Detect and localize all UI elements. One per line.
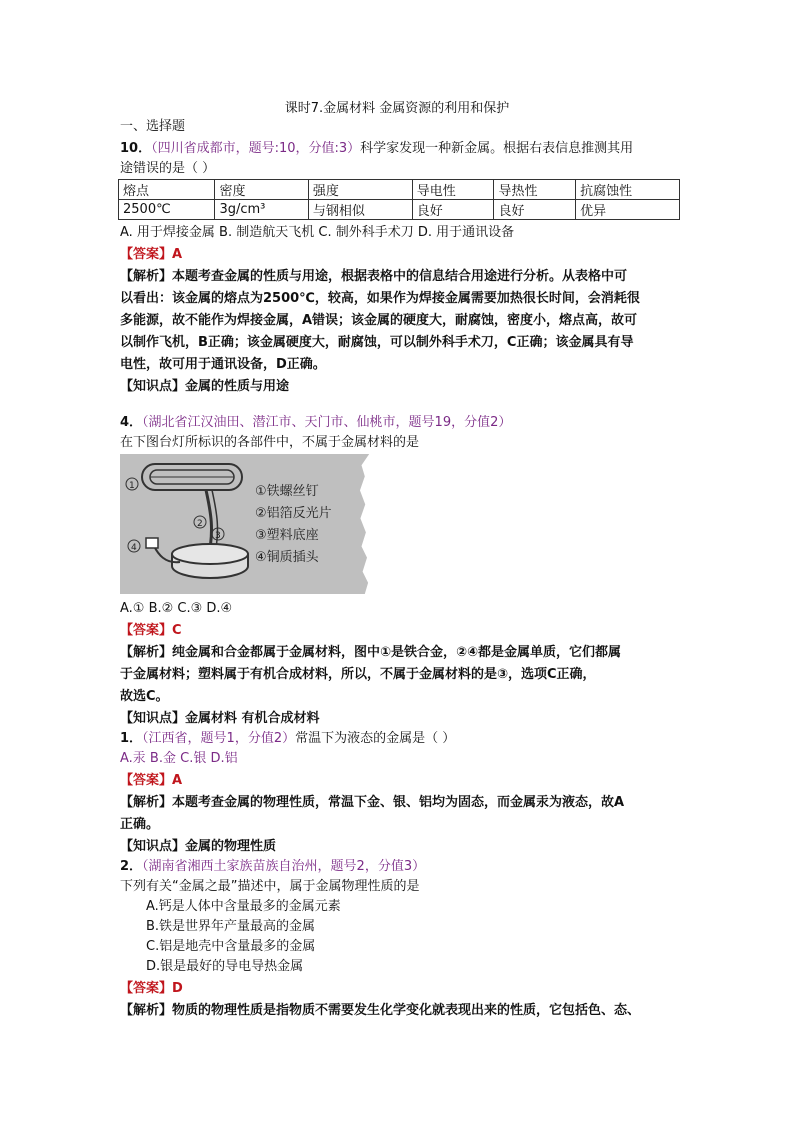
q1-analysis-line: 多能源，故不能作为焊接金属，A错误；该金属的硬度大，耐腐蚀，密度小，熔点高，故可 bbox=[120, 313, 638, 328]
q4-source: （湖南省湘西土家族苗族自治州，题号2，分值3） bbox=[142, 859, 426, 874]
q4-analysis-line: 【解析】物质的物理性质是指物质不需要发生化学变化就表现出来的性质，它包括色、态、 bbox=[120, 1003, 641, 1018]
q4-stem: 下列有关“金属之最”描述中，属于金属物理性质的是 bbox=[120, 879, 420, 894]
q3-stem-line bbox=[120, 730, 455, 748]
legend-item: ③塑料底座 bbox=[255, 528, 319, 543]
q1-knowledge: 【知识点】金属的性质与用途 bbox=[120, 379, 290, 394]
q4-option: B.铁是世界年产量最高的金属 bbox=[146, 919, 316, 934]
table-cell: 3g/cm³ bbox=[215, 200, 308, 220]
q3-analysis-line: 正确。 bbox=[120, 817, 160, 832]
q2-analysis-line: 故选C。 bbox=[120, 689, 169, 704]
q3-knowledge: 【知识点】金属的物理性质 bbox=[120, 839, 277, 854]
q4-option: A.钙是人体中含量最多的金属元素 bbox=[146, 899, 341, 914]
table-cell: 优异 bbox=[576, 200, 680, 220]
q2-number: 4． bbox=[120, 415, 143, 430]
q2-source-line bbox=[120, 414, 511, 432]
table-cell: 与钢相似 bbox=[308, 200, 412, 220]
q4-source-line bbox=[120, 858, 425, 876]
q2-answer: 【答案】C bbox=[120, 623, 182, 638]
q1-analysis-line: 以制作飞机，B正确；该金属硬度大，耐腐蚀，可以制外科手术刀，C正确；该金属具有导 bbox=[120, 335, 634, 350]
figure-legend bbox=[255, 481, 332, 569]
q2-knowledge: 【知识点】金属材料 有机合成材料 bbox=[120, 711, 320, 726]
q1-stem-line1 bbox=[120, 140, 633, 158]
table-header-cell: 强度 bbox=[308, 180, 412, 200]
q1-stem-a: 科学家发现一种新金属。根据右表信息推测其用 bbox=[360, 141, 634, 156]
q3-stem: 常温下为液态的金属是（ ） bbox=[295, 731, 456, 746]
svg-text:3: 3 bbox=[215, 531, 221, 541]
q2-stem: 在下图台灯所标识的各部件中，不属于金属材料的是 bbox=[120, 435, 420, 450]
table-header-cell: 抗腐蚀性 bbox=[576, 180, 680, 200]
properties-table bbox=[118, 179, 680, 220]
q2-options: A.① B.② C.③ D.④ bbox=[120, 601, 233, 616]
page-title: 课时7.金属材料 金属资源的利用和保护 bbox=[284, 101, 510, 116]
legend-item: ④铜质插头 bbox=[255, 550, 319, 565]
q2-analysis-line: 【解析】纯金属和合金都属于金属材料，图中①是铁合金，②④都是金属单质，它们都属 bbox=[120, 645, 622, 660]
q1-source: （四川省成都市，题号:10，分值:3） bbox=[151, 141, 361, 156]
q4-number: 2． bbox=[120, 859, 143, 874]
q4-answer: 【答案】D bbox=[120, 981, 183, 996]
q1-analysis-line: 【解析】本题考查金属的性质与用途，根据表格中的信息结合用途进行分析。从表格中可 bbox=[120, 269, 628, 284]
legend-item: ②铝箔反光片 bbox=[255, 506, 332, 521]
q4-option: C.铝是地壳中含量最多的金属 bbox=[146, 939, 316, 954]
table-row bbox=[119, 180, 680, 200]
table-cell: 良好 bbox=[412, 200, 494, 220]
q3-analysis-line: 【解析】本题考查金属的物理性质，常温下金、银、铝均为固态，而金属汞为液态，故A bbox=[120, 795, 625, 810]
q1-analysis-line: 以看出：该金属的熔点为2500℃，较高，如果作为焊接金属需要加热很长时间，会消耗很 bbox=[120, 291, 640, 306]
table-cell: 良好 bbox=[494, 200, 576, 220]
desk-lamp-figure bbox=[120, 454, 378, 594]
q3-answer: 【答案】A bbox=[120, 773, 183, 788]
q2-source: （湖北省江汉油田、潜江市、天门市、仙桃市，题号19，分值2） bbox=[142, 415, 512, 430]
q1-answer: 【答案】A bbox=[120, 247, 183, 262]
q3-options: A.汞 B.金 C.银 D.铝 bbox=[120, 751, 238, 766]
table-cell: 2500℃ bbox=[119, 200, 215, 220]
q1-stem-line2: 途错误的是（ ） bbox=[120, 161, 216, 176]
svg-text:4: 4 bbox=[131, 543, 137, 553]
legend-item: ①铁螺丝钉 bbox=[255, 484, 319, 499]
desk-lamp-drawing bbox=[120, 454, 378, 594]
q1-number: 10． bbox=[120, 141, 152, 156]
q4-option: D.银是最好的导电导热金属 bbox=[146, 959, 304, 974]
table-header-cell: 导热性 bbox=[494, 180, 576, 200]
q2-analysis-line: 于金属材料；塑料属于有机合成材料，所以，不属于金属材料的是③，选项C正确， bbox=[120, 667, 596, 682]
table-row bbox=[119, 200, 680, 220]
table-header-cell: 熔点 bbox=[119, 180, 215, 200]
table-header-cell: 密度 bbox=[215, 180, 308, 200]
svg-text:2: 2 bbox=[197, 519, 203, 529]
q3-source: （江西省，题号1，分值2） bbox=[142, 731, 296, 746]
q1-options: A. 用于焊接金属 B. 制造航天飞机 C. 制外科手术刀 D. 用于通讯设备 bbox=[120, 225, 515, 240]
table-header-cell: 导电性 bbox=[412, 180, 494, 200]
q3-number: 1． bbox=[120, 731, 143, 746]
q1-analysis-line: 电性，故可用于通讯设备，D正确。 bbox=[120, 357, 326, 372]
section-heading: 一、选择题 bbox=[120, 119, 186, 134]
svg-text:1: 1 bbox=[129, 481, 135, 491]
